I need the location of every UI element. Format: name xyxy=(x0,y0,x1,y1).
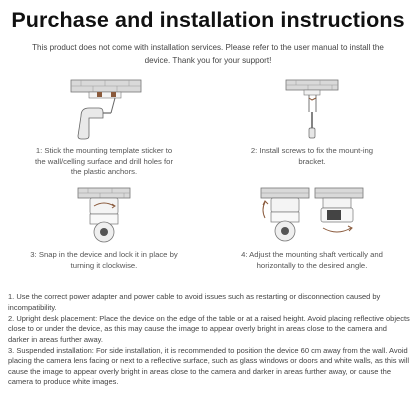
notes-list xyxy=(8,292,410,388)
adjust-angle-illustration xyxy=(257,186,367,244)
step-1-caption: 1: Stick the mounting template sticker to the wall/celling surface and drill holes for the plastic anchors. xyxy=(34,146,174,177)
snap-device-illustration xyxy=(74,186,134,244)
note-item: 1. Use the correct power adapter and power cable to avoid issues such as restarting or disconnection caused by incompatibility. xyxy=(8,292,381,312)
drill-ceiling-illustration xyxy=(59,78,149,140)
step-3-caption: 3: Snap in the device and lock it in place by turning it clockwise. xyxy=(30,250,178,270)
intro-text: This product does not come with installation services. Please refer to the user manual to install the device. Thank you for your support! xyxy=(32,43,384,65)
screw-bracket-illustration xyxy=(282,78,342,140)
step-2-caption: 2: Install screws to fix the mount-ing bracket. xyxy=(250,146,374,166)
page-title: Purchase and installation instructions xyxy=(11,8,405,32)
note-item: 3. Suspended installation: For side installation, it is recommended to position the device 60 cm away from the wall. Avoid placing the camera lens facing or next to a reflective surface, such as glass windows or doors and white walls, as this will cause the image to appear overly bright in areas close to the camera and darker in areas further away, or cause the camera to produce white images. xyxy=(8,345,410,386)
note-item: 2. Upright desk placement: Place the device on the edge of the table or at a raised height. Avoid placing reflective objects close to or under the device, as this may cause the image to appear overly bright in areas close to the camera and darker in areas further away. xyxy=(8,313,410,344)
step-4-caption: 4: Adjust the mounting shaft vertically and horizontally to the desired angle. xyxy=(241,250,383,270)
